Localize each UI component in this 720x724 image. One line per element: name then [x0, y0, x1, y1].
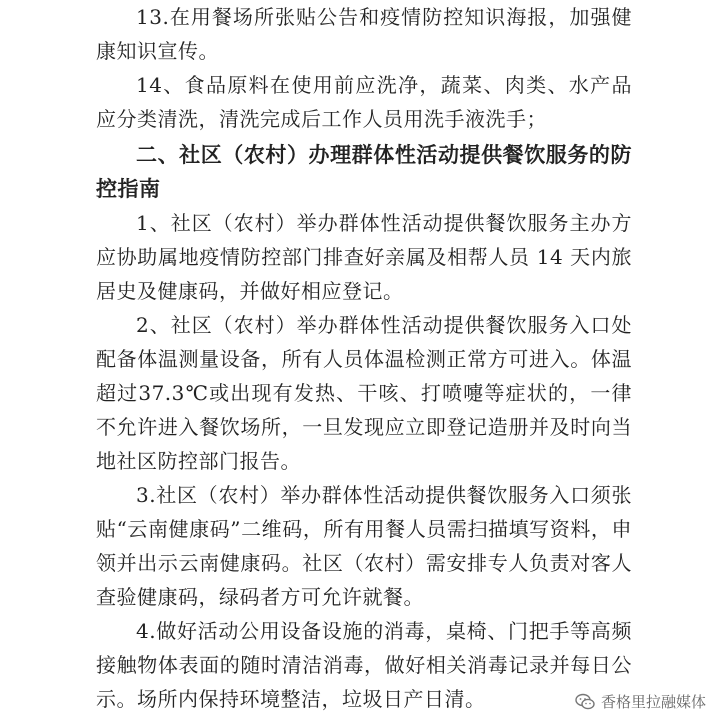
guideline-item-4: 4.做好活动公用设备设施的消毒，桌椅、门把手等高频接触物体表面的随时清洁消毒，做好相关消毒记录并每日公示。场所内保持环境整洁，垃圾日产日清。	[96, 619, 632, 711]
guideline-item-2: 2、社区（农村）举办群体性活动提供餐饮服务入口处配备体温测量设备，所有人员体温检测正常方可进入。体温超过37.3℃或出现有发热、干咳、打喷嚏等症状的，一律不允许进入餐饮场所，一旦发现应立即登记造册并及时向当地社区防控部门报告。	[96, 313, 632, 473]
section-heading: 二、社区（农村）办理群体性活动提供餐饮服务的防控指南	[96, 143, 632, 201]
paragraph-14: 14、食品原料在使用前应洗净，蔬菜、肉类、水产品应分类清洗，清洗完成后工作人员用洗手液洗手；	[96, 73, 632, 131]
guideline-item-1: 1、社区（农村）举办群体性活动提供餐饮服务主办方应协助属地疫情防控部门排查好亲属及相帮人员 14 天内旅居史及健康码，并做好相应登记。	[96, 211, 632, 303]
wechat-icon	[575, 693, 595, 711]
watermark	[575, 691, 706, 712]
watermark-text: 香格里拉融媒体	[600, 693, 706, 711]
paragraph-13: 13.在用餐场所张贴公告和疫情防控知识海报，加强健康知识宣传。	[96, 5, 632, 63]
guideline-item-3: 3.社区（农村）举办群体性活动提供餐饮服务入口须张贴“云南健康码”二维码，所有用餐人员需扫描填写资料，申领并出示云南健康码。社区（农村）需安排专人负责对客人查验健康码，绿码者方可允许就餐。	[96, 483, 632, 609]
